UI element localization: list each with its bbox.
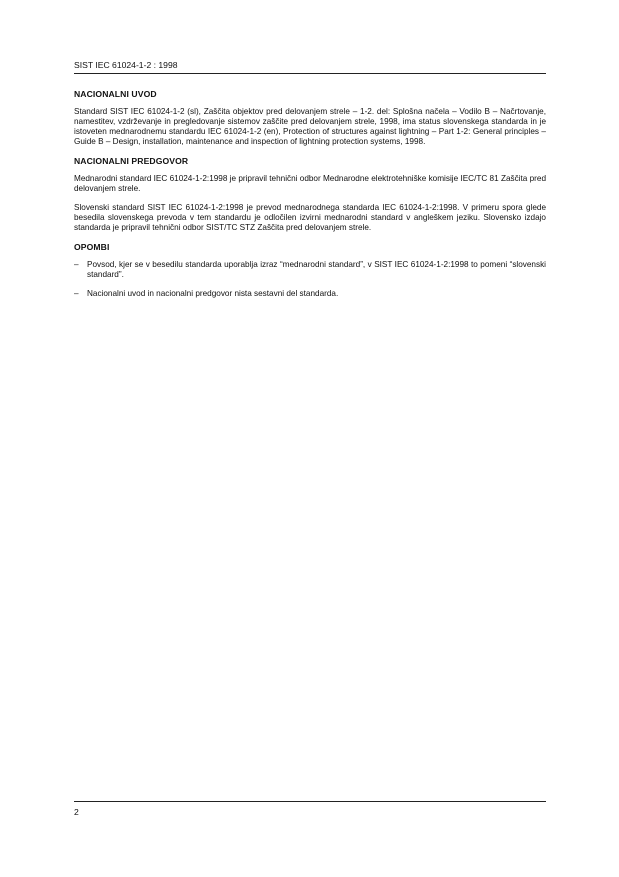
- notes-list: [74, 260, 546, 299]
- note-text: Nacionalni uvod in nacionalni predgovor nista sestavni del standarda.: [87, 289, 339, 298]
- note-dash: –: [74, 289, 79, 298]
- document-id: SIST IEC 61024-1-2 : 1998: [74, 60, 178, 70]
- section-nacionalni-predgovor: [74, 156, 546, 233]
- note-item: [74, 260, 546, 280]
- predgovor-paragraph-1: Mednarodni standard IEC 61024-1-2:1998 je pripravil tehnični odbor Mednarodne elektrotehniške komisije IEC/TC 81 Zaščita pred delovanjem strele.: [74, 174, 546, 193]
- page-number: 2: [74, 807, 79, 817]
- note-text: Povsod, kjer se v besedilu standarda uporablja izraz “mednarodni standard”, v SIST IEC 61024-1-2:1998 to pomeni “slovenski standard”.: [87, 260, 546, 279]
- page-footer: [74, 801, 546, 817]
- uvod-paragraph: Standard SIST IEC 61024-1-2 (sl), Zaščita objektov pred delovanjem strele – 1-2. del: Splošna načela – Vodilo B – Načrtovanje, namestitev, vzdrževanje in pregledovanje sistemov zaščite pred delovanjem strele, 1998, ima status slovenskega standarda in je istoveten mednarodnemu standardu IEC 61024-1-2 (en), Protection of structures against lightning – Part 1-2: General principles – Guide B – Design, installation, maintenance and inspection of lightning protection systems, 1998.: [74, 107, 546, 146]
- section-title-opombi: OPOMBI: [74, 242, 110, 252]
- section-nacionalni-uvod: [74, 89, 546, 147]
- note-item: [74, 289, 546, 299]
- section-title-uvod: NACIONALNI UVOD: [74, 89, 157, 99]
- section-title-predgovor: NACIONALNI PREDGOVOR: [74, 156, 189, 166]
- page-content: [74, 89, 546, 308]
- section-opombi: [74, 242, 546, 299]
- note-dash: –: [74, 260, 79, 269]
- predgovor-paragraph-2: Slovenski standard SIST IEC 61024-1-2:1998 je prevod mednarodnega standarda IEC 61024-1-2:1998. V primeru spora glede besedila slovenskega prevoda v tem standardu je odločilen izvirni mednarodni standard v angleškem jeziku. Slovensko izdajo standarda je pripravil tehnični odbor SIST/TC STZ Zaščita pred delovanjem strele.: [74, 203, 546, 232]
- page-header: [74, 60, 546, 74]
